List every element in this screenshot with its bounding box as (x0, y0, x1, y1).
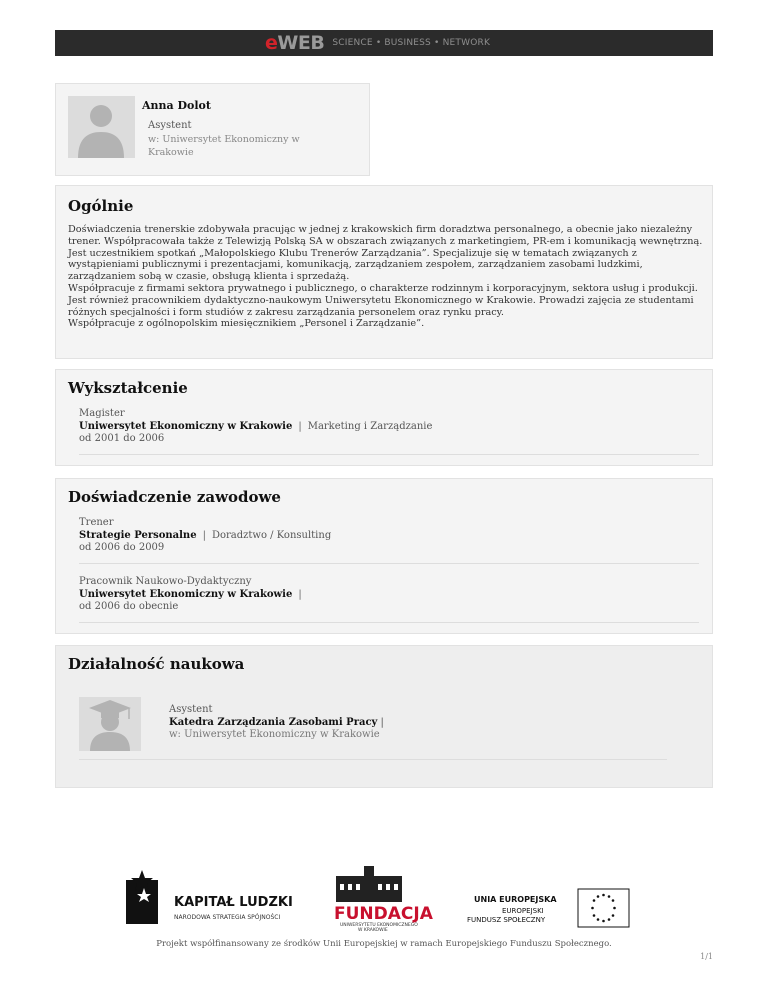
logo-tagline: SCIENCE • BUSINESS • NETWORK (332, 38, 491, 48)
position: Trener (79, 517, 114, 528)
eu-logo (467, 889, 629, 927)
industry: Doradztwo / Konsulting (211, 529, 332, 541)
section-general (55, 185, 713, 359)
profile-organization: w: Uniwersytet Ekonomiczny w Krakowie (148, 134, 300, 158)
svg-text:UNIWERSYTETU EKONOMICZNEGO: UNIWERSYTETU EKONOMICZNEGO (340, 923, 418, 928)
education-entry: Magister Uniwersytet Ekonomiczny w Krakowie | Marketing i Zarządzanie od 2001 do 2006 (79, 408, 699, 455)
profile-card (55, 83, 370, 176)
section-science (55, 645, 713, 788)
general-description: Doświadczenia trenerskie zdobywała pracując w jednej z krakowskich firm doradztwa personalnego, a obecnie jako niezależny trener. Współpracowała także z Telewizją Polską SA w obszarach związanych z marketingiem, PR-em i komunikacją wewnętrzną. Jest uczestnikiem spotkań „Małopolskiego Klubu Trenerów Zarządzania”. Specjalizuje się w tematach związanych z wystąpieniami publicznymi i prezentacjami, komunikacją, zarządzaniem zespołem, zarządzaniem zasobami ludzkimi, zarządzaniem sobą w czasie, obsługą klienta i sprzedażą. Współpracuje z firmami sektora prywatnego i publicznego, o charakterze rodzinnym i korporacyjnym, sektora usług i produkcji. Jest również pracownikiem dydaktyczno-naukowym Uniwersytetu Ekonomicznego w Krakowie. Prowadzi zajęcia ze studentami różnych specjalności i form studiów z zakresu zarządzania personelem oraz rynku pracy. Współpracuje z ogólnopolskim miesięcznikiem „Personel i Zarządzanie”. (68, 224, 703, 330)
logo-text: eWEB (265, 32, 325, 54)
svg-text:EUROPEJSKI: EUROPEJSKI (502, 907, 544, 915)
section-title: Działalność naukowa (68, 655, 245, 673)
science-role: Asystent (169, 704, 213, 715)
dates: od 2006 do obecnie (79, 601, 179, 612)
svg-text:NARODOWA STRATEGIA SPÓJNOŚCI: NARODOWA STRATEGIA SPÓJNOŚCI (174, 914, 281, 921)
section-title: Doświadczenie zawodowe (68, 488, 281, 506)
funding-logos (120, 862, 648, 932)
profile-name[interactable]: Anna Dolot (142, 99, 211, 112)
section-title: Wykształcenie (68, 379, 188, 397)
graduate-avatar-icon (79, 697, 141, 751)
svg-text:FUNDACJA: FUNDACJA (334, 904, 433, 924)
page-number: 1/1 (700, 952, 713, 961)
position: Pracownik Naukowo-Dydaktyczny (79, 576, 252, 587)
svg-text:UNIA EUROPEJSKA: UNIA EUROPEJSKA (474, 895, 557, 904)
experience-entry: Trener Strategie Personalne | Doradztwo / Konsulting od 2006 do 2009 (79, 517, 699, 564)
dates: od 2006 do 2009 (79, 542, 165, 553)
kapital-ludzki-logo (126, 870, 293, 924)
divider (79, 759, 667, 760)
avatar-placeholder-icon (68, 96, 135, 158)
school-link[interactable]: Uniwersytet Ekonomiczny w Krakowie (79, 420, 293, 432)
section-experience (55, 478, 713, 634)
section-title: Ogólnie (68, 197, 134, 215)
fundacja-logo (334, 866, 434, 932)
company-link[interactable]: Uniwersytet Ekonomiczny w Krakowie (79, 588, 293, 600)
company-link[interactable]: Strategie Personalne (79, 529, 197, 541)
science-organization: w: Uniwersytet Ekonomiczny w Krakowie (169, 729, 380, 740)
top-banner (55, 30, 713, 56)
department-link[interactable]: Katedra Zarządzania Zasobami Pracy (169, 716, 378, 728)
dates: od 2001 do 2006 (79, 433, 165, 444)
science-entry: Asystent Katedra Zarządzania Zasobami Pracy | w: Uniwersytet Ekonomiczny w Krakowie (169, 704, 384, 740)
field-of-study: Marketing i Zarządzanie (307, 420, 433, 432)
eweb-logo[interactable] (265, 30, 490, 56)
section-education (55, 369, 713, 466)
degree: Magister (79, 408, 125, 419)
experience-entry: Pracownik Naukowo-Dydaktyczny Uniwersytet Ekonomiczny w Krakowie | od 2006 do obecnie (79, 576, 699, 623)
svg-text:KAPITAŁ LUDZKI: KAPITAŁ LUDZKI (174, 895, 293, 910)
svg-text:W KRAKOWIE: W KRAKOWIE (358, 928, 388, 932)
footer-note: Projekt współfinansowany ze środków Unii Europejskiej w ramach Europejskiego Funduszu Społecznego. (156, 939, 612, 949)
profile-role: Asystent (148, 120, 192, 131)
svg-text:FUNDUSZ SPOŁECZNY: FUNDUSZ SPOŁECZNY (467, 916, 546, 924)
